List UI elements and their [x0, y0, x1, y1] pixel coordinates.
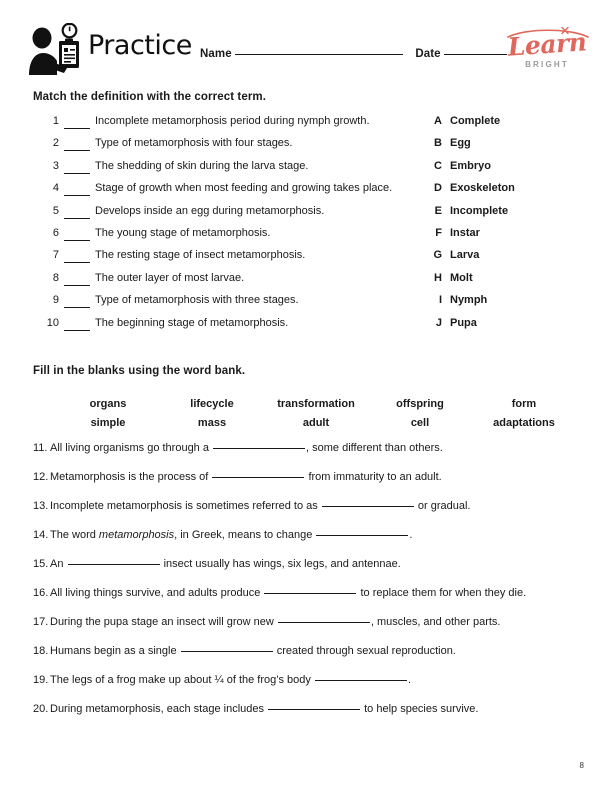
match-definition-text: The beginning stage of metamorphosis.: [95, 316, 289, 329]
term-row: [428, 180, 578, 202]
word-bank-word: adult: [302, 417, 330, 429]
question-text-after: from immaturity to an adult.: [305, 471, 442, 483]
match-answer-blank[interactable]: [64, 226, 90, 241]
question-number: 11.: [33, 442, 48, 454]
term-label: Egg: [450, 137, 471, 150]
match-item-number: 8: [52, 271, 59, 284]
answer-blank[interactable]: [68, 564, 160, 565]
match-definition-text: The shedding of skin during the larva stage.: [95, 159, 309, 172]
term-row: [428, 292, 578, 314]
question-text-after: to help species survive.: [361, 703, 479, 715]
question-text-after: created through sexual reproduction.: [273, 645, 456, 657]
question-text-after: to replace them for when they die.: [357, 587, 527, 599]
match-section-heading: Match the definition with the correct term.: [33, 91, 267, 103]
match-definition-text: Type of metamorphosis with three stages.: [95, 294, 299, 307]
answer-blank[interactable]: [322, 506, 414, 507]
question-text-after: .: [407, 674, 412, 686]
match-answer-blank[interactable]: [64, 159, 90, 174]
term-row: [428, 225, 578, 247]
fill-in-blank-row: [33, 529, 593, 558]
match-answer-blank[interactable]: [64, 248, 90, 263]
word-bank-word: lifecycle: [190, 398, 234, 410]
match-answer-blank[interactable]: [64, 293, 90, 308]
match-answer-blank[interactable]: [64, 181, 90, 196]
term-row: [428, 113, 578, 135]
match-row: [33, 247, 423, 269]
match-item-number: 6: [52, 226, 59, 239]
match-answer-blank[interactable]: [64, 114, 90, 129]
question-number: 16.: [33, 587, 49, 599]
fill-in-blank-row: [33, 500, 593, 529]
match-answer-blank[interactable]: [64, 204, 90, 219]
name-label: Name: [200, 48, 232, 60]
fill-in-blank-row: [33, 674, 593, 703]
term-row: [428, 158, 578, 180]
term-letter: D: [434, 182, 442, 195]
question-text-before: Incomplete metamorphosis is sometimes referred to as: [50, 500, 321, 512]
date-input[interactable]: [444, 54, 507, 55]
match-row: [33, 315, 423, 337]
word-bank-word: transformation: [277, 398, 355, 410]
match-row: [33, 292, 423, 314]
term-letter: A: [434, 115, 442, 127]
question-text-before: All living things survive, and adults produce: [50, 587, 264, 599]
term-letter: F: [435, 226, 442, 239]
answer-blank[interactable]: [212, 477, 304, 478]
answer-blank[interactable]: [268, 709, 360, 710]
match-definition-text: The young stage of metamorphosis.: [95, 226, 271, 239]
question-text-before: All living organisms go through a: [50, 442, 213, 454]
word-bank-row: [56, 417, 576, 436]
term-row: [428, 247, 578, 269]
question-text-after: insect usually has wings, six legs, and antennae.: [160, 558, 401, 570]
term-label: Pupa: [450, 316, 477, 329]
match-definition-text: Develops inside an egg during metamorphosis.: [95, 204, 325, 217]
term-row: [428, 270, 578, 292]
fill-in-blank-row: [33, 558, 593, 587]
question-emphasis-word: metamorphosis: [98, 529, 175, 541]
person-clipboard-stopwatch-icon: [26, 23, 84, 75]
learn-bright-logo: [500, 22, 594, 74]
term-label: Nymph: [450, 294, 488, 307]
page-header: [0, 0, 612, 86]
question-number: 20.: [33, 703, 49, 715]
name-date-fields: [200, 48, 507, 60]
answer-blank[interactable]: [213, 448, 305, 449]
fill-in-blank-row: [33, 442, 593, 471]
question-number: 12.: [33, 471, 49, 483]
word-bank-word: mass: [197, 417, 227, 429]
match-item-number: 9: [52, 294, 59, 307]
word-bank-word: cell: [410, 417, 430, 429]
match-answer-blank[interactable]: [64, 316, 90, 331]
answer-blank[interactable]: [278, 622, 370, 623]
date-label: Date: [415, 48, 441, 60]
question-text-before: During metamorphosis, each stage includes: [50, 703, 268, 715]
fill-in-blank-list: [33, 442, 593, 732]
answer-blank[interactable]: [315, 680, 407, 681]
page-number: 8: [579, 761, 584, 770]
match-definition-text: The resting stage of insect metamorphosis.: [95, 249, 306, 262]
term-row: [428, 315, 578, 337]
term-label: Molt: [450, 271, 473, 284]
term-letter: B: [434, 137, 442, 150]
match-row: [33, 158, 423, 180]
match-definition-text: The outer layer of most larvae.: [95, 271, 245, 284]
word-bank-word: organs: [89, 398, 127, 410]
page-title: Practice: [88, 30, 192, 61]
term-letter: C: [434, 159, 442, 172]
question-number: 13.: [33, 500, 49, 512]
match-item-number: 1: [52, 115, 59, 127]
term-letter: G: [433, 249, 442, 262]
word-bank-word: simple: [90, 417, 126, 429]
word-bank: [56, 398, 576, 436]
answer-blank[interactable]: [264, 593, 356, 594]
question-number: 17.: [33, 616, 49, 628]
term-letter: I: [438, 294, 442, 307]
term-letter: E: [434, 204, 442, 217]
question-number: 19.: [33, 674, 49, 686]
logo-subtext: BRIGHT: [525, 60, 569, 69]
fill-in-blank-row: [33, 616, 593, 645]
word-bank-word: offspring: [396, 398, 444, 410]
match-row: [33, 225, 423, 247]
term-letter: H: [434, 271, 442, 284]
match-definitions-list: [33, 113, 423, 337]
term-label: Complete: [450, 115, 501, 127]
name-input[interactable]: [235, 54, 403, 55]
fill-in-blank-row: [33, 645, 593, 674]
question-number: 15.: [33, 558, 49, 570]
word-bank-word: adaptations: [493, 417, 555, 429]
match-definition-text: Stage of growth when most feeding and growing takes place.: [95, 182, 393, 195]
match-terms-list: [428, 113, 578, 337]
answer-blank[interactable]: [316, 535, 408, 536]
question-text-before: Metamorphosis is the process of: [50, 471, 212, 483]
term-label: Larva: [450, 249, 480, 262]
question-text-after: .: [409, 529, 413, 541]
term-label: Instar: [450, 226, 480, 239]
answer-blank[interactable]: [181, 651, 273, 652]
match-item-number: 10: [46, 316, 59, 329]
fill-in-blank-row: [33, 587, 593, 616]
match-row: [33, 180, 423, 202]
match-answer-blank[interactable]: [64, 136, 90, 151]
match-item-number: 4: [52, 182, 59, 195]
question-number: 18.: [33, 645, 49, 657]
match-definition-text: Type of metamorphosis with four stages.: [95, 137, 293, 150]
match-item-number: 2: [52, 137, 59, 150]
question-text-before: Humans begin as a single: [50, 645, 180, 657]
term-label: Embryo: [450, 159, 491, 172]
match-row: [33, 203, 423, 225]
term-row: [428, 203, 578, 225]
fill-section-heading: Fill in the blanks using the word bank.: [33, 365, 246, 377]
match-item-number: 5: [52, 204, 59, 217]
question-text-before: An: [50, 558, 67, 570]
fill-in-blank-row: [33, 471, 593, 500]
question-number: 14.: [33, 529, 49, 541]
term-letter: J: [435, 316, 442, 329]
question-text-after: , muscles, and other parts.: [370, 616, 501, 628]
match-item-number: 3: [52, 159, 59, 172]
question-text-before: The legs of a frog make up about ¼ of the frog’s body: [50, 674, 314, 686]
match-definition-text: Incomplete metamorphosis period during nymph growth.: [95, 115, 370, 127]
question-text-before: During the pupa stage an insect will grow new: [50, 616, 277, 628]
match-row: [33, 270, 423, 292]
match-item-number: 7: [52, 249, 59, 262]
match-row: [33, 113, 423, 135]
match-answer-blank[interactable]: [64, 271, 90, 286]
term-label: Incomplete: [450, 204, 509, 217]
question-text-before: The word: [50, 529, 99, 541]
logo-wordmark: Learn: [506, 27, 588, 62]
question-text-after: or gradual.: [414, 500, 471, 512]
question-text-after: , some different than others.: [306, 442, 443, 454]
word-bank-word: form: [511, 398, 537, 410]
term-row: [428, 135, 578, 157]
question-text-middle: , in Greek, means to change: [174, 529, 316, 541]
word-bank-row: [56, 398, 576, 417]
fill-in-blank-row: [33, 703, 593, 732]
term-label: Exoskeleton: [450, 182, 515, 195]
match-row: [33, 135, 423, 157]
